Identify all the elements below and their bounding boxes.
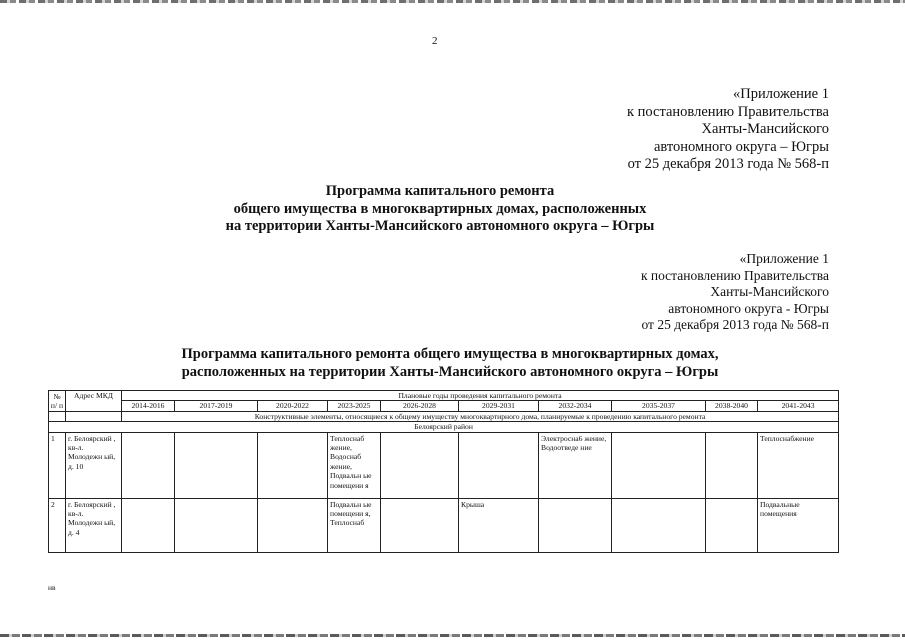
year-header: 2017-2019 <box>175 401 258 411</box>
header-years-group: Плановые годы проведения капитального ремонта <box>122 391 839 401</box>
title-line: Программа капитального ремонта <box>325 183 555 199</box>
row-cell <box>258 498 328 552</box>
appendix-line: автономного округа - Югры <box>668 300 829 316</box>
year-header: 2020-2022 <box>258 401 328 411</box>
appendix-block-1 <box>627 86 829 174</box>
district-row <box>49 422 839 432</box>
document-title-1 <box>200 183 680 236</box>
title-line: на территории Ханты-Мансийского автономного округа – Югры <box>225 218 655 234</box>
year-header: 2035-2037 <box>612 401 706 411</box>
page-number: 2 <box>432 35 438 47</box>
row-cell <box>175 432 258 498</box>
appendix-block-2 <box>641 251 829 334</box>
table-row <box>49 498 839 552</box>
row-cell <box>612 498 706 552</box>
row-cell: Подвальные помещения <box>758 498 839 552</box>
structural-elements-caption: Конструктивные элементы, относящиеся к общему имуществу многоквартирного дома, планируемые к проведению капитального ремонта <box>122 411 839 421</box>
year-header: 2014-2016 <box>122 401 175 411</box>
row-cell: Электросна6 жение, Водоотведе ние <box>539 432 612 498</box>
document-title-2 <box>140 346 760 381</box>
spacer-cell <box>49 411 66 421</box>
row-cell <box>175 498 258 552</box>
row-cell <box>122 432 175 498</box>
header-address: Адрес МКД <box>66 391 122 412</box>
row-cell: Подвальн ые помещени я, Теплоснаб <box>328 498 381 552</box>
row-cell <box>258 432 328 498</box>
structural-elements-row <box>49 411 839 421</box>
appendix-line: Ханты-Мансийского <box>710 284 829 299</box>
spacer-cell <box>66 411 122 421</box>
row-cell <box>612 432 706 498</box>
row-cell <box>122 498 175 552</box>
year-header: 2023-2025 <box>328 401 381 411</box>
year-header: 2029-2031 <box>459 401 539 411</box>
row-cell <box>381 432 459 498</box>
scan-edge-top <box>0 0 905 3</box>
title-line: общего имущества в многоквартирных домах, расположенных <box>233 200 647 217</box>
year-header: 2026-2028 <box>381 401 459 411</box>
row-num: 2 <box>49 498 66 552</box>
appendix-line: «Приложение 1 <box>739 251 829 266</box>
appendix-line: Ханты-Мансийского <box>701 121 829 137</box>
title-line: Программа капитального ремонта общего имущества в многоквартирных домах, <box>181 346 719 362</box>
appendix-line: от 25 декабря 2013 года № 568-п <box>641 317 829 332</box>
year-header: 2038-2040 <box>706 401 758 411</box>
table-row <box>49 432 839 498</box>
header-num: № п/ п <box>49 391 66 412</box>
row-address: г. Белоярский , кв-л. Молодежн ый, д. 4 <box>66 498 122 552</box>
appendix-line: к постановлению Правительства <box>640 267 829 283</box>
district-name: Белоярский район <box>49 422 839 432</box>
row-address: г. Белоярский , кв-л. Молодежн ый, д. 10 <box>66 432 122 498</box>
title-line: расположенных на территории Ханты-Мансийского автономного округа – Югры <box>181 363 719 380</box>
repair-program-table <box>48 390 839 553</box>
row-cell: Теплоснабжение <box>758 432 839 498</box>
year-header: 2032-2034 <box>539 401 612 411</box>
row-cell <box>459 432 539 498</box>
appendix-line: автономного округа – Югры <box>653 138 829 155</box>
year-header-row <box>49 401 839 411</box>
year-header: 2041-2043 <box>758 401 839 411</box>
row-cell: Крыша <box>459 498 539 552</box>
row-num: 1 <box>49 432 66 498</box>
row-cell <box>381 498 459 552</box>
appendix-line: «Приложение 1 <box>733 86 829 102</box>
header-row <box>49 391 839 401</box>
appendix-line: от 25 декабря 2013 года № 568-п <box>627 156 829 172</box>
row-cell <box>706 432 758 498</box>
footer-initials: нв <box>48 583 56 592</box>
row-cell: Теплоснаб жение, Водоснаб жение, Подвальн ые помещени я <box>328 432 381 498</box>
scan-edge-bottom <box>0 634 905 637</box>
row-cell <box>539 498 612 552</box>
row-cell <box>706 498 758 552</box>
appendix-line: к постановлению Правительства <box>627 103 829 120</box>
